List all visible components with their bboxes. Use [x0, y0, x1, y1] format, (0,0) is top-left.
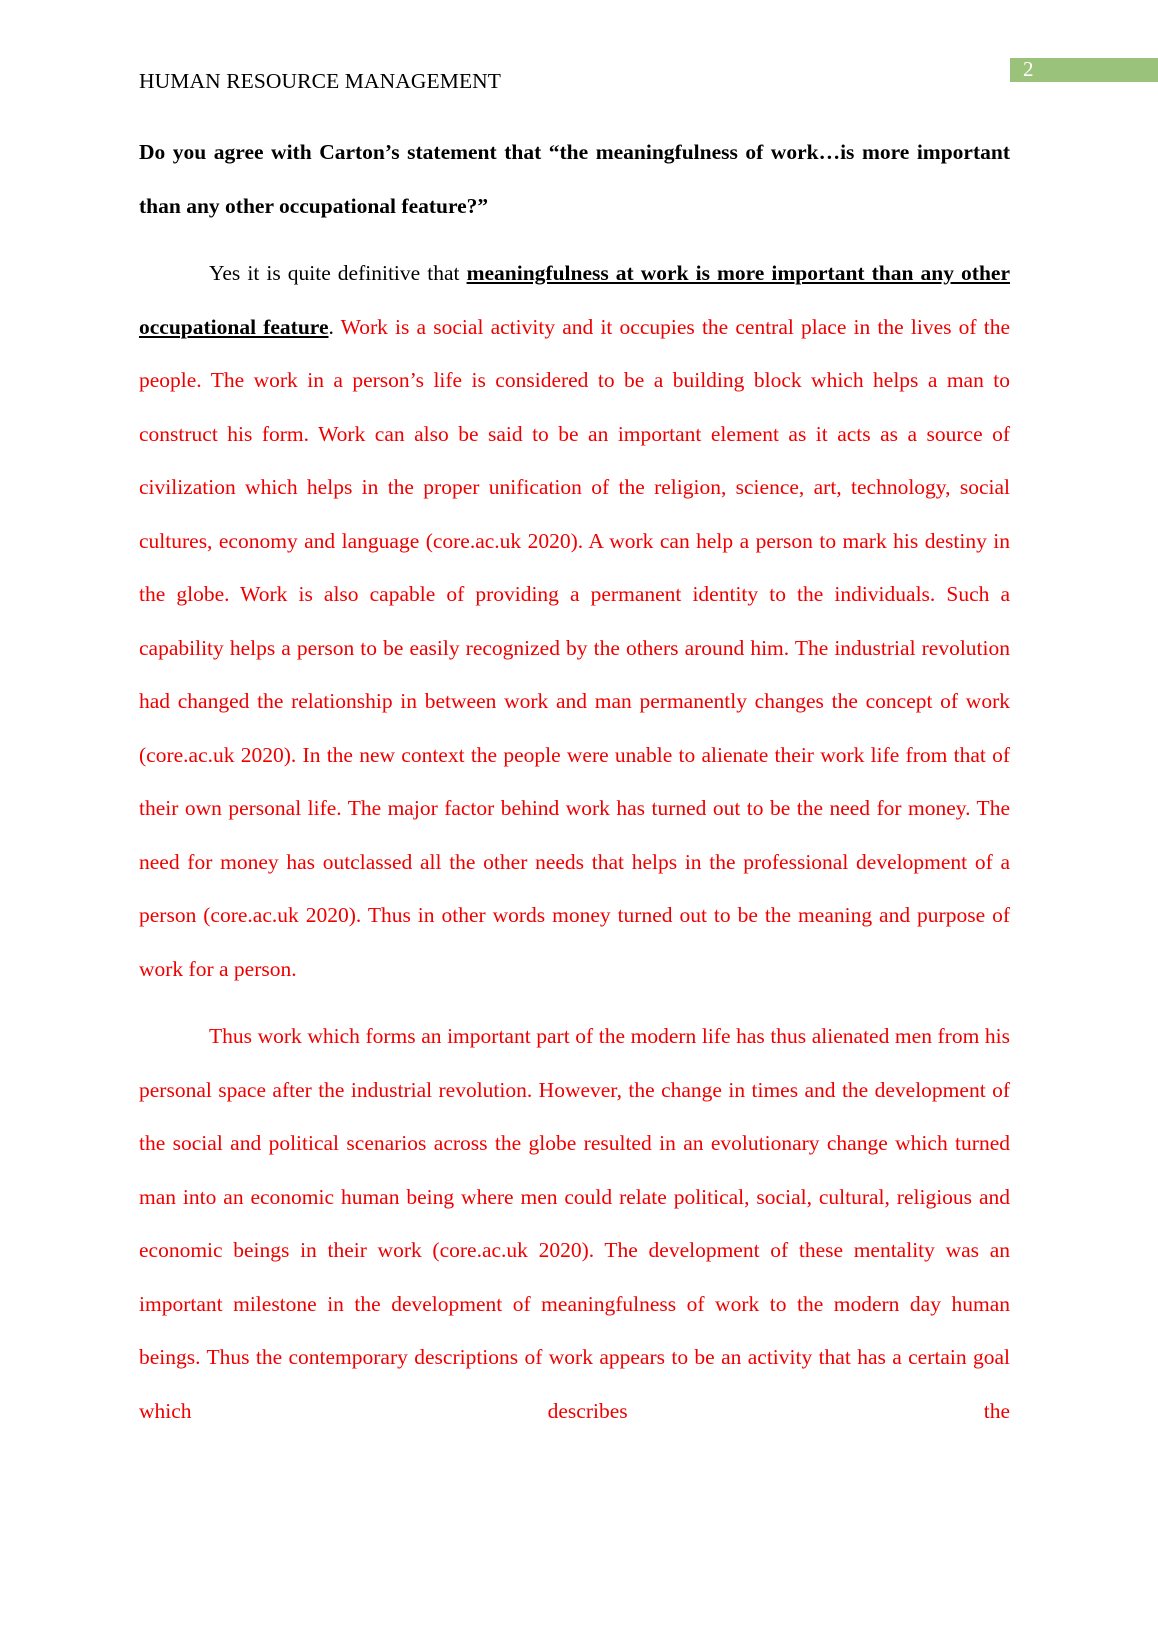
paragraph-1-body: Work is a social activity and it occupies the central place in the lives of the people. The work in a person’s life is considered to be a building block which helps a man to construct his form. Work can also be said to be an important element as it acts as a source of civilization which helps in the proper unification of the religion, science, art, technology, social cultures, economy and language (core.ac.uk 2020). A work can help a person to mark his destiny in the globe. Work is also capable of providing a permanent identity to the individuals. Such a capability helps a person to be easily recognized by the others around him. The industrial revolution had changed the relationship in between work and man permanently changes the concept of work (core.ac.uk 2020). In the new context the people were unable to alienate their work life from that of their own personal life. The major factor behind work has turned out to be the need for money. The need for money has outclassed all the other needs that helps in the professional development of a person (core.ac.uk 2020). Thus in other words money turned out to be the meaning and purpose of work for a person.	[139, 314, 1010, 981]
running-header: HUMAN RESOURCE MANAGEMENT	[139, 69, 502, 93]
claim-period: .	[328, 314, 334, 339]
paragraph-1	[139, 247, 1010, 996]
paragraph-1-intro: Yes it is quite definitive that	[209, 261, 467, 285]
key-claim: meaningfulness at work is more important than any other occupational feature	[139, 261, 1010, 339]
document-body	[139, 126, 1010, 1452]
page-number: 2	[1023, 57, 1034, 81]
paragraph-2	[139, 1010, 1010, 1438]
essay-question: Do you agree with Carton’s statement that “the meaningfulness of work…is more important than any other occupational feature?”	[139, 140, 1010, 218]
paragraph-2-body: Thus work which forms an important part of the modern life has thus alienated men from his personal space after the industrial revolution. However, the change in times and the development of the social and political scenarios across the globe resulted in an evolutionary change which turned man into an economic human being where men could relate political, social, cultural, religious and economic beings in their work (core.ac.uk 2020). The development of these mentality was an important milestone in the development of meaningfulness of work to the modern day human beings. Thus the contemporary descriptions of work appears to be an activity that has a certain goal which describes the	[139, 1024, 1010, 1423]
